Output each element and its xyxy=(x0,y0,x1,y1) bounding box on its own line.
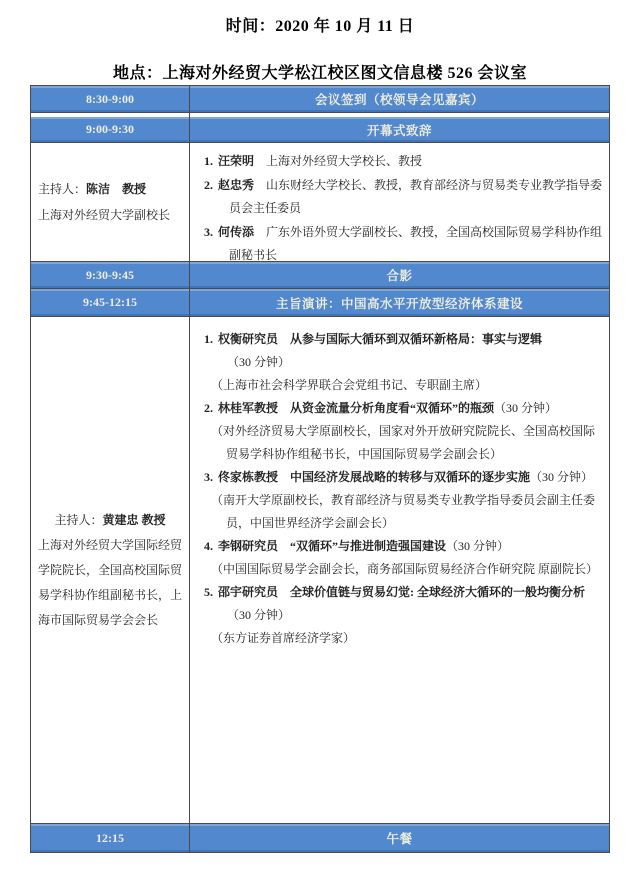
speaker-number: 1. xyxy=(204,154,213,168)
time-cell: 12:15 xyxy=(31,824,190,852)
speaker-description: 上海对外经贸大学校长、教授 xyxy=(266,154,423,168)
talk-duration: （30 分钟） xyxy=(227,608,291,622)
talk-duration: （30 分钟） xyxy=(227,355,291,369)
moderator-info xyxy=(31,143,190,261)
talk-item xyxy=(197,466,603,489)
talk-headline: 林桂军教授 从资金流量分析角度看“双循环”的瓶颈 xyxy=(218,401,495,415)
talk-headline: 佟家栋教授 中国经济发展战略的转移与双循环的逐步实施 xyxy=(218,470,531,484)
activity-cell: 开幕式致辞 xyxy=(190,117,609,142)
moderator-line xyxy=(38,176,182,202)
activity-cell: 合影 xyxy=(190,262,609,288)
time-cell: 8:30-9:00 xyxy=(31,86,190,112)
moderator-info xyxy=(31,317,190,823)
speaker-name: 赵忠秀 xyxy=(218,178,255,192)
talk-note: （上海市社会科学界联合会党组书记、专职副主席） xyxy=(211,378,488,392)
event-location-title: 地点：上海对外经贸大学松江校区图文信息楼 526 会议室 xyxy=(112,65,527,82)
talk-item xyxy=(197,328,603,374)
speaker-description: 山东财经大学校长、教授，教育部经济与贸易类专业教学指导委员会主任委员 xyxy=(229,178,603,215)
talk-number: 3. xyxy=(204,470,213,484)
talk-list xyxy=(190,317,609,823)
schedule-row-keynote-banner xyxy=(31,289,609,317)
talk-headline: 李钢研究员 “双循环”与推进制造强国建设 xyxy=(218,539,447,553)
talk-number: 2. xyxy=(204,401,213,415)
schedule-row-lunch xyxy=(31,824,609,852)
schedule-table xyxy=(30,85,610,853)
activity-cell: 会议签到（校领导会见嘉宾） xyxy=(190,86,609,112)
talk-number: 4. xyxy=(204,539,213,553)
speaker-number: 3. xyxy=(204,225,213,239)
talk-duration: （30 分钟） xyxy=(494,401,558,415)
talk-note: （南开大学原副校长，教育部经济与贸易类专业教学指导委员会副主任委员，中国世界经济学会副会长） xyxy=(211,493,596,530)
talk-headline: 权衡研究员 从参与国际大循环到双循环新格局：事实与逻辑 xyxy=(218,332,543,346)
schedule-row-signin xyxy=(31,86,609,113)
speaker-description: 广东外语外贸大学副校长、教授，全国高校国际贸易学科协作组副秘书长 xyxy=(229,225,603,262)
speaker-number: 2. xyxy=(204,178,213,192)
talk-number: 5. xyxy=(204,585,213,599)
schedule-row-opening-ceremony xyxy=(31,117,609,143)
talk-note: （中国国际贸易学会副会长，商务部国际贸易经济合作研究院 原副院长） xyxy=(211,562,599,576)
speaker-item xyxy=(197,150,603,173)
talk-note: （东方证券首席经济学家） xyxy=(211,631,356,645)
schedule-row-photo xyxy=(31,262,609,289)
speaker-item xyxy=(197,221,603,267)
speaker-name: 何传添 xyxy=(218,225,255,239)
event-time-title: 时间：2020 年 10 月 11 日 xyxy=(225,18,415,35)
moderator-name: 陈洁 教授 xyxy=(86,182,147,196)
schedule-row-keynote-talks xyxy=(31,317,609,824)
time-cell: 9:45-12:15 xyxy=(31,289,190,316)
moderator-label: 主持人： xyxy=(54,512,103,527)
moderator-name: 黄建忠 教授 xyxy=(102,512,166,527)
talk-duration: （30 分钟） xyxy=(530,470,594,484)
moderator-affiliation: 上海对外经贸大学国际经贸学院院长，全国高校国际贸易学科协作组副秘书长，上海市国际贸易学会会长 xyxy=(38,537,183,627)
time-cell: 9:00-9:30 xyxy=(31,117,190,142)
activity-cell: 午餐 xyxy=(190,824,609,852)
talk-duration: （30 分钟） xyxy=(446,539,510,553)
talk-item xyxy=(197,535,603,558)
talk-number: 1. xyxy=(204,332,213,346)
talk-note: （对外经济贸易大学原副校长，国家对外开放研究院院长、全国高校国际贸易学科协作组秘书长，中国国际贸易学会副会长） xyxy=(211,424,596,461)
talk-item xyxy=(197,581,603,627)
moderator-label: 主持人： xyxy=(38,182,87,196)
talk-headline: 邵宇研究员 全球价值链与贸易幻觉: 全球经济大循环的一般均衡分析 xyxy=(218,585,585,599)
speaker-list xyxy=(190,143,609,261)
speaker-name: 汪荣明 xyxy=(218,154,255,168)
document-header xyxy=(0,0,640,83)
time-cell: 9:30-9:45 xyxy=(31,262,190,288)
moderator-affiliation: 上海对外经贸大学副校长 xyxy=(38,208,171,222)
speaker-item xyxy=(197,174,603,220)
moderator-line xyxy=(38,508,182,533)
talk-item xyxy=(197,397,603,420)
schedule-row-opening-speakers xyxy=(31,143,609,262)
activity-cell: 主旨演讲：中国高水平开放型经济体系建设 xyxy=(190,289,609,316)
